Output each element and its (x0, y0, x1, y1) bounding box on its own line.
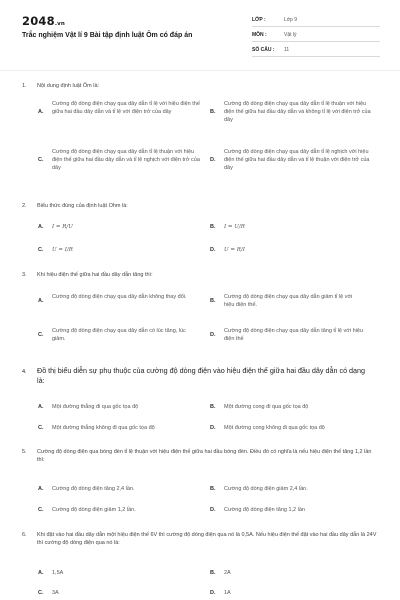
meta-label: SỐ CÂU : (252, 47, 275, 53)
question-text: 3. Khi hiệu điện thế giữa hai đầu dây dẫn tăng thì: (22, 272, 153, 278)
question-text: 4. Đồ thị biểu diễn sự phụ thuộc của cường độ dòng điện vào hiệu điện thế giữa hai đầu dây dẫn có dạng là: (22, 366, 366, 385)
header (0, 0, 400, 70)
meta-question-count (252, 44, 380, 57)
question-text: 1. Nội dung định luật Ôm là: (22, 83, 100, 89)
question-text: 5. Cường độ dòng điện qua bóng đèn tỉ lệ thuận với hiệu điện thế giữa hai đầu bóng đèn. Điều đó có nghĩa là nếu hiệu điện thế tăng 1,2 lần thì: (22, 449, 372, 463)
header-divider (0, 70, 400, 71)
meta-value: 11 (284, 47, 290, 53)
meta-label: LỚP : (252, 17, 266, 23)
page-title: Trắc nghiệm Vật lí 9 Bài tập định luật Ôm có đáp án (22, 32, 193, 39)
meta-grade (252, 14, 380, 27)
site-logo[interactable]: 2048.vn (22, 14, 66, 28)
question-text: 6. Khi đặt vào hai đầu dây dẫn một hiệu điện thế 6V thì cường độ dòng điện qua nó là 0,5A. Nếu hiệu điện thế đặt vào hai đầu dây dẫn là 24V thì cường độ dòng điện qua nó là: (22, 532, 377, 546)
meta-value: Lớp 9 (284, 17, 298, 23)
meta-subject (252, 29, 380, 42)
meta-label: MÔN : (252, 32, 267, 38)
question-text: 2. Biểu thức đúng của định luật Ohm là: (22, 203, 128, 209)
meta-value: Vật lý (284, 32, 297, 38)
